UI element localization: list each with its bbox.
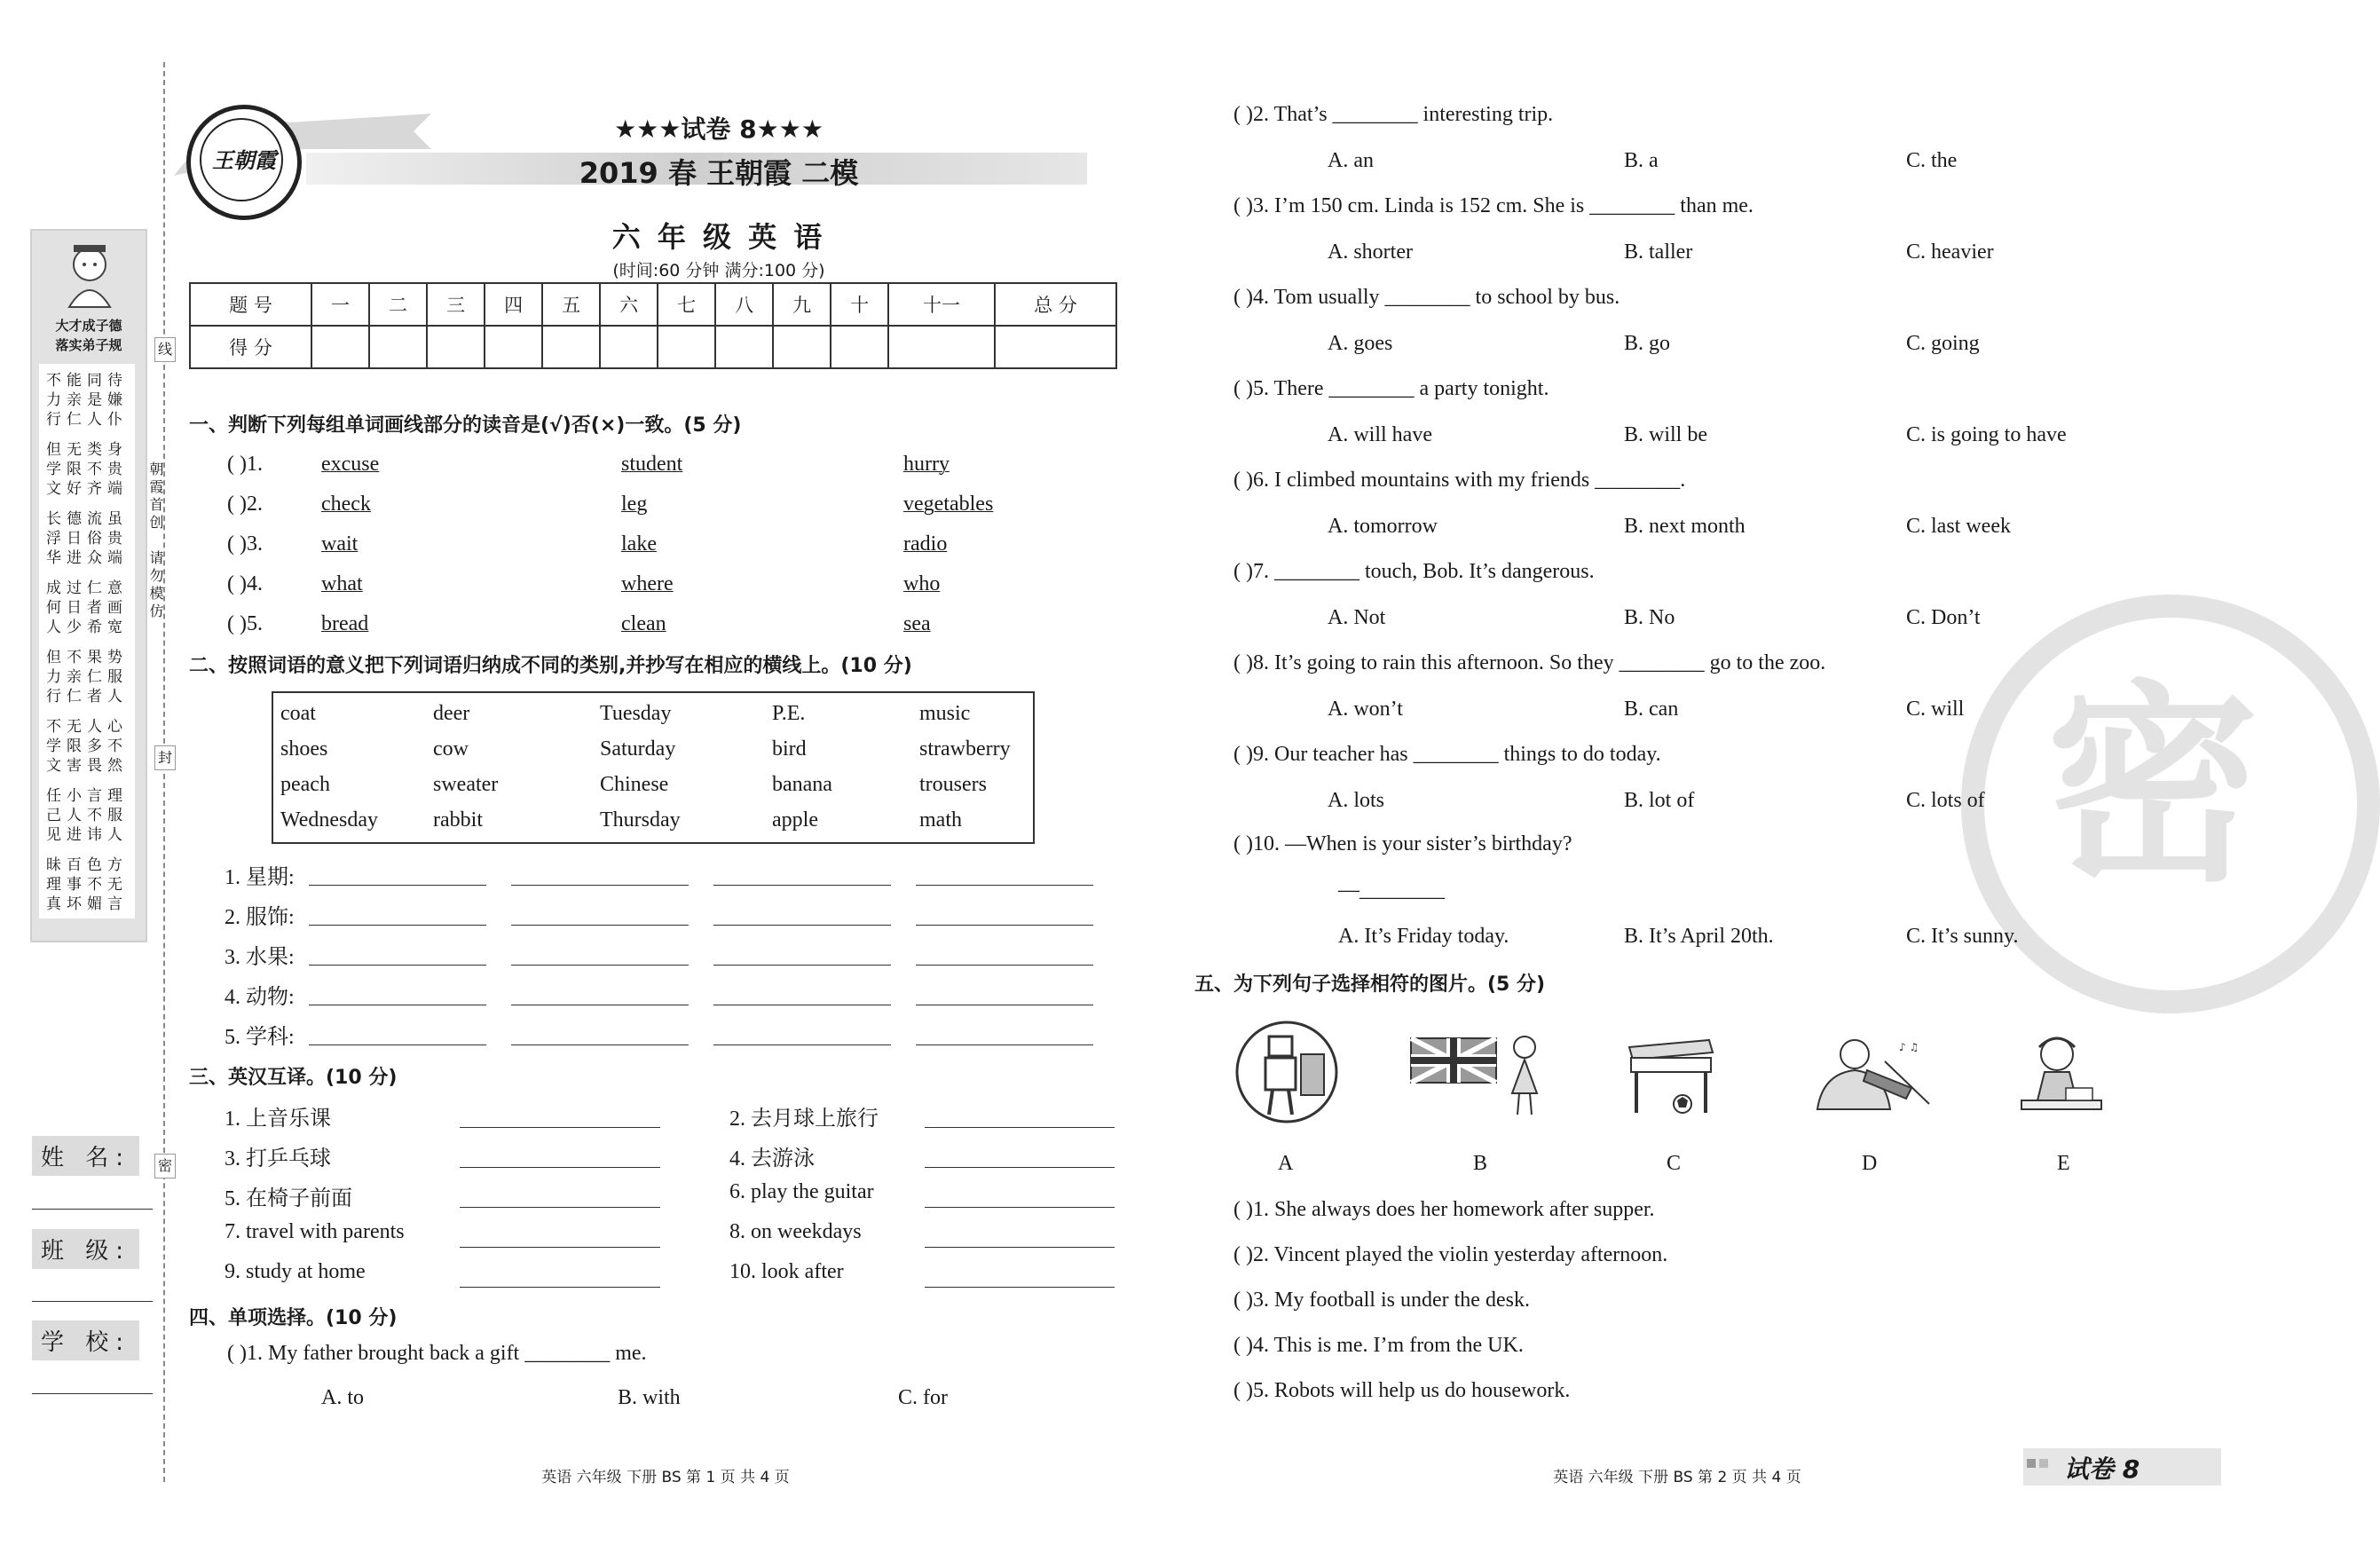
score-header-cell: 三 [427, 283, 485, 326]
word-box-item: peach [280, 773, 330, 796]
category-label: 2. 服饰: [225, 906, 295, 929]
subject-title: 六 年 级 英 语 [611, 220, 826, 254]
mc-option[interactable]: B. can [1624, 698, 1679, 721]
judge-word: bread [321, 612, 369, 635]
judge-word: leg [621, 493, 648, 516]
section4-title: 四、单项选择。(10 分) [189, 1307, 398, 1329]
score-header-cell: 十一 [888, 283, 995, 326]
robot-picture [1233, 1019, 1340, 1125]
score-header-cell: 二 [369, 283, 427, 326]
score-header-cell: 总 分 [995, 283, 1116, 326]
logo-text: 王朝霞 [212, 150, 276, 173]
translate-item: 5. 在椅子前面 [225, 1187, 352, 1210]
poem-line: 行仁人仆 [46, 411, 128, 429]
note-no-copy: 请勿模仿 [147, 550, 164, 621]
svg-text:♪ ♫: ♪ ♫ [1899, 1041, 1919, 1053]
uk-flag-girl-picture [1411, 1029, 1553, 1127]
category-answer-line[interactable] [916, 1044, 1093, 1045]
poem-line: 何日者画 [46, 599, 128, 617]
match-sentence: ( )4. This is me. I’m from the UK. [1233, 1334, 1524, 1357]
q1-option-a[interactable]: A. to [321, 1386, 364, 1409]
mc-option[interactable]: C. heavier [1906, 240, 1994, 264]
judge-word: student [621, 453, 683, 476]
poem-line: 学限多不 [46, 737, 128, 755]
school-label: 学 校: [32, 1320, 139, 1360]
category-label: 4. 动物: [225, 986, 295, 1009]
translate-item: 4. 去游泳 [729, 1147, 815, 1171]
mc-question-stem: ( )4. Tom usually ________ to school by bus. [1233, 286, 1620, 309]
mc-option[interactable]: B. next month [1624, 515, 1746, 538]
mc-option[interactable]: A. won’t [1328, 698, 1403, 721]
stamp-char: 密 [2045, 662, 2259, 910]
q10-option-b[interactable]: B. It’s April 20th. [1624, 925, 1774, 948]
mc-option[interactable]: C. lots of [1906, 789, 1985, 812]
score-header-cell: 十 [831, 283, 888, 326]
translate-answer-line[interactable] [925, 1287, 1115, 1288]
category-answer-line[interactable] [511, 1044, 689, 1045]
mc-option[interactable]: B. lot of [1624, 789, 1695, 812]
girl-homework-picture [2013, 1029, 2110, 1118]
translate-answer-line[interactable] [925, 1247, 1115, 1248]
poem-line: 昧百色方 [46, 856, 128, 874]
poem-line: 长德流虽 [46, 510, 128, 528]
section5-title: 五、为下列句子选择相符的图片。(5 分) [1194, 974, 1546, 996]
poem-line: 见进讳人 [46, 826, 128, 844]
judge-word: excuse [321, 453, 380, 476]
translate-item: 8. on weekdays [729, 1220, 862, 1243]
q1-option-c[interactable]: C. for [898, 1386, 948, 1409]
score-header-cell: 八 [715, 283, 773, 326]
translate-item: 1. 上音乐课 [225, 1108, 331, 1131]
judge-word: where [621, 572, 674, 595]
word-box-item: Thursday [600, 808, 681, 832]
name-input[interactable] [32, 1209, 153, 1210]
q10-option-c[interactable]: C. It’s sunny. [1906, 925, 2019, 948]
word-box-item: apple [772, 808, 818, 832]
judge-item-number[interactable]: ( )2. [227, 493, 263, 516]
match-sentence: ( )1. She always does her homework after supper. [1233, 1198, 1655, 1221]
mc-option[interactable]: B. taller [1624, 240, 1693, 264]
mc-option[interactable]: C. last week [1906, 515, 2011, 538]
section2-title: 二、按照词语的意义把下列词语归纳成不同的类别,并抄写在相应的横线上。(10 分) [189, 655, 912, 677]
word-box-item: trousers [919, 773, 987, 796]
q10-answer-line[interactable]: —________ [1338, 879, 1445, 902]
translate-answer-line[interactable] [460, 1167, 660, 1168]
mc-option[interactable]: A. tomorrow [1328, 515, 1438, 538]
score-label-cell: 得 分 [190, 326, 311, 368]
category-answer-line[interactable] [713, 1044, 891, 1045]
q1-option-b[interactable]: B. with [618, 1386, 681, 1409]
binding-mark-feng: 封 [154, 745, 176, 770]
score-input-cell[interactable] [485, 326, 542, 368]
poem-line: 不无人心 [46, 718, 128, 736]
translate-answer-line[interactable] [460, 1207, 660, 1208]
translate-answer-line[interactable] [460, 1287, 660, 1288]
mc-option[interactable]: A. Not [1328, 606, 1386, 629]
word-box-item: banana [772, 773, 832, 796]
section3-title: 三、英汉互译。(10 分) [189, 1067, 398, 1089]
poem-line: 华进众端 [46, 549, 128, 567]
footer-page2: 英语 六年级 下册 BS 第 2 页 共 4 页 [1553, 1469, 1801, 1486]
category-answer-line[interactable] [916, 885, 1093, 886]
judge-word: vegetables [903, 493, 994, 516]
picture-label-a: A [1278, 1152, 1294, 1175]
category-answer-line[interactable] [511, 965, 689, 966]
mc-option[interactable]: A. will have [1328, 423, 1432, 446]
poem-line: 不能同待 [46, 372, 128, 390]
paper-label: ★★★试卷 8★★★ [614, 114, 824, 144]
class-label: 班 级: [32, 1229, 139, 1269]
binding-line [163, 62, 165, 1482]
judge-word: radio [903, 532, 948, 556]
category-answer-line[interactable] [309, 1044, 486, 1045]
score-header-cell: 九 [773, 283, 831, 326]
poem-area [39, 364, 135, 918]
mc-option[interactable]: A. an [1328, 149, 1374, 172]
confidential-stamp [1961, 595, 2380, 1013]
translate-item: 6. play the guitar [729, 1180, 874, 1203]
mc-option[interactable]: C. Don’t [1906, 606, 1981, 629]
mc-option[interactable]: A. goes [1328, 332, 1393, 355]
motto-line-1: 大才成子德 [55, 318, 122, 334]
translate-item: 7. travel with parents [225, 1220, 405, 1243]
score-header-cell: 题 号 [190, 283, 311, 326]
judge-item-number[interactable]: ( )4. [227, 572, 263, 595]
q1-stem: ( )1. My father brought back a gift ________ me. [227, 1342, 647, 1365]
name-label: 姓 名: [32, 1136, 139, 1176]
match-sentence: ( )5. Robots will help us do housework. [1233, 1379, 1571, 1402]
poem-line: 成过仁意 [46, 579, 128, 597]
judge-word: lake [621, 532, 657, 556]
score-input-cell[interactable] [715, 326, 773, 368]
score-input-cell[interactable] [427, 326, 485, 368]
picture-label-e: E [2057, 1152, 2070, 1175]
mc-option[interactable]: A. lots [1328, 789, 1385, 812]
poem-line: 真坏媚言 [46, 895, 128, 913]
word-box-item: music [919, 702, 971, 725]
score-input-cell[interactable] [311, 326, 369, 368]
score-header-cell: 一 [311, 283, 369, 326]
score-input-cell[interactable] [888, 326, 995, 368]
category-label: 5. 学科: [225, 1026, 295, 1049]
badge-dot [2027, 1459, 2036, 1468]
match-sentence: ( )2. Vincent played the violin yesterday afternoon. [1233, 1243, 1668, 1266]
poem-line: 力亲是嫌 [46, 391, 128, 409]
word-box-item: deer [433, 702, 470, 725]
logo-emblem [186, 105, 302, 220]
judge-item-number[interactable]: ( )3. [227, 532, 263, 556]
translate-answer-line[interactable] [925, 1127, 1115, 1128]
poem-line: 任小言理 [46, 787, 128, 805]
picture-label-c: C [1667, 1152, 1682, 1175]
translate-answer-line[interactable] [460, 1127, 660, 1128]
class-input[interactable] [32, 1301, 153, 1302]
mc-option[interactable]: C. the [1906, 149, 1958, 172]
score-header-cell: 五 [542, 283, 600, 326]
poem-line: 理事不无 [46, 876, 128, 894]
badge-dot [2039, 1459, 2048, 1468]
binding-mark-xian: 线 [154, 337, 176, 362]
poem-line: 力亲仁服 [46, 668, 128, 686]
category-answer-line[interactable] [713, 925, 891, 926]
q10-stem: ( )10. —When is your sister’s birthday? [1233, 832, 1572, 855]
mc-option[interactable]: C. going [1906, 332, 1980, 355]
word-box-item: Tuesday [600, 702, 672, 725]
scholar-icon [59, 238, 121, 309]
match-sentence: ( )3. My football is under the desk. [1233, 1289, 1530, 1312]
translate-item: 10. look after [729, 1260, 844, 1283]
word-box-item: sweater [433, 773, 499, 796]
category-label: 3. 水果: [225, 946, 295, 969]
judge-word: check [321, 493, 371, 516]
judge-word: clean [621, 612, 666, 635]
score-input-cell[interactable] [773, 326, 831, 368]
judge-item-number[interactable]: ( )5. [227, 612, 263, 635]
score-table [189, 282, 1117, 369]
poem-line: 但不果势 [46, 649, 128, 666]
word-box-item: Saturday [600, 737, 676, 761]
word-box-item: rabbit [433, 808, 483, 832]
desk-football-picture [1620, 1029, 1718, 1118]
poem-line: 人少希宽 [46, 619, 128, 636]
category-answer-line[interactable] [713, 965, 891, 966]
word-box-item: P.E. [772, 702, 806, 725]
category-answer-line[interactable] [309, 925, 486, 926]
translate-answer-line[interactable] [925, 1167, 1115, 1168]
poem-line: 行仁者人 [46, 688, 128, 705]
judge-word: sea [903, 612, 931, 635]
score-input-cell[interactable] [542, 326, 600, 368]
category-answer-line[interactable] [309, 965, 486, 966]
mc-question-stem: ( )5. There ________ a party tonight. [1233, 377, 1549, 400]
judge-word: wait [321, 532, 359, 556]
picture-label-b: B [1473, 1152, 1488, 1175]
word-box-item: math [919, 808, 962, 832]
word-box-item: shoes [280, 737, 328, 761]
judge-word: hurry [903, 453, 950, 476]
score-input-cell[interactable] [369, 326, 427, 368]
mc-option[interactable]: A. shorter [1328, 240, 1413, 264]
mc-question-stem: ( )6. I climbed mountains with my friends ________. [1233, 469, 1686, 492]
poem-line: 学限不贵 [46, 461, 128, 478]
word-box-item: cow [433, 737, 469, 761]
mc-question-stem: ( )7. ________ touch, Bob. It’s dangerous. [1233, 560, 1595, 583]
mc-option[interactable]: B. will be [1624, 423, 1707, 446]
category-answer-line[interactable] [309, 885, 486, 886]
score-input-cell[interactable] [658, 326, 715, 368]
word-box-item: Wednesday [280, 808, 379, 832]
word-box-item: Chinese [600, 773, 669, 796]
poem-line: 浮日俗贵 [46, 530, 128, 548]
picture-label-d: D [1862, 1152, 1878, 1175]
category-answer-line[interactable] [916, 965, 1093, 966]
sidebar-panel [30, 229, 147, 942]
judge-word: what [321, 572, 363, 595]
translate-item: 9. study at home [225, 1260, 366, 1283]
word-box-item: bird [772, 737, 807, 761]
binding-mark-mi: 密 [154, 1154, 176, 1178]
violin-player-picture [1814, 1035, 1938, 1115]
mc-question-stem: ( )2. That’s ________ interesting trip. [1233, 103, 1554, 126]
mc-option[interactable]: B. a [1624, 149, 1659, 172]
translate-item: 3. 打乒乓球 [225, 1147, 331, 1171]
time-info: (时间:60 分钟 满分:100 分) [612, 261, 825, 280]
mc-question-stem: ( )8. It’s going to rain this afternoon. So they ________ go to the zoo. [1233, 651, 1826, 674]
category-answer-line[interactable] [713, 885, 891, 886]
score-input-cell[interactable] [831, 326, 888, 368]
word-box [272, 691, 1035, 844]
score-input-cell[interactable] [995, 326, 1116, 368]
category-label: 1. 星期: [225, 866, 295, 889]
word-box-item: strawberry [919, 737, 1011, 761]
judge-item-number[interactable]: ( )1. [227, 453, 263, 476]
poem-line: 文好齐端 [46, 480, 128, 498]
q10-option-a[interactable]: A. It’s Friday today. [1338, 925, 1509, 948]
word-box-item: coat [280, 702, 316, 725]
judge-word: who [903, 572, 941, 595]
mc-option[interactable]: C. is going to have [1906, 423, 2067, 446]
mc-option[interactable]: B. No [1624, 606, 1675, 629]
translate-item: 2. 去月球上旅行 [729, 1108, 879, 1131]
mc-option[interactable]: C. will [1906, 698, 1965, 721]
score-input-cell[interactable] [600, 326, 658, 368]
score-header-cell: 七 [658, 283, 715, 326]
mc-question-stem: ( )9. Our teacher has ________ things to do today. [1233, 743, 1661, 766]
translate-answer-line[interactable] [925, 1207, 1115, 1208]
poem-line: 己人不服 [46, 807, 128, 824]
school-input[interactable] [32, 1393, 153, 1394]
footer-page1: 英语 六年级 下册 BS 第 1 页 共 4 页 [541, 1469, 790, 1486]
mc-option[interactable]: B. go [1624, 332, 1671, 355]
exam-title: 2019 春 王朝霞 二模 [579, 156, 859, 190]
motto-line-2: 落实弟子规 [55, 337, 122, 353]
poem-line: 文害畏然 [46, 757, 128, 775]
category-answer-line[interactable] [511, 885, 689, 886]
poem-line: 但无类身 [46, 441, 128, 459]
note-original: 朝霞首创 [147, 461, 164, 532]
category-answer-line[interactable] [916, 925, 1093, 926]
category-answer-line[interactable] [511, 925, 689, 926]
translate-answer-line[interactable] [460, 1247, 660, 1248]
mc-question-stem: ( )3. I’m 150 cm. Linda is 152 cm. She is ________ than me. [1233, 194, 1753, 217]
score-header-cell: 四 [485, 283, 542, 326]
paper-badge: 试卷 8 [2064, 1454, 2140, 1484]
section1-title: 一、判断下列每组单词画线部分的读音是(√)否(×)一致。(5 分) [189, 414, 742, 437]
score-header-cell: 六 [600, 283, 658, 326]
